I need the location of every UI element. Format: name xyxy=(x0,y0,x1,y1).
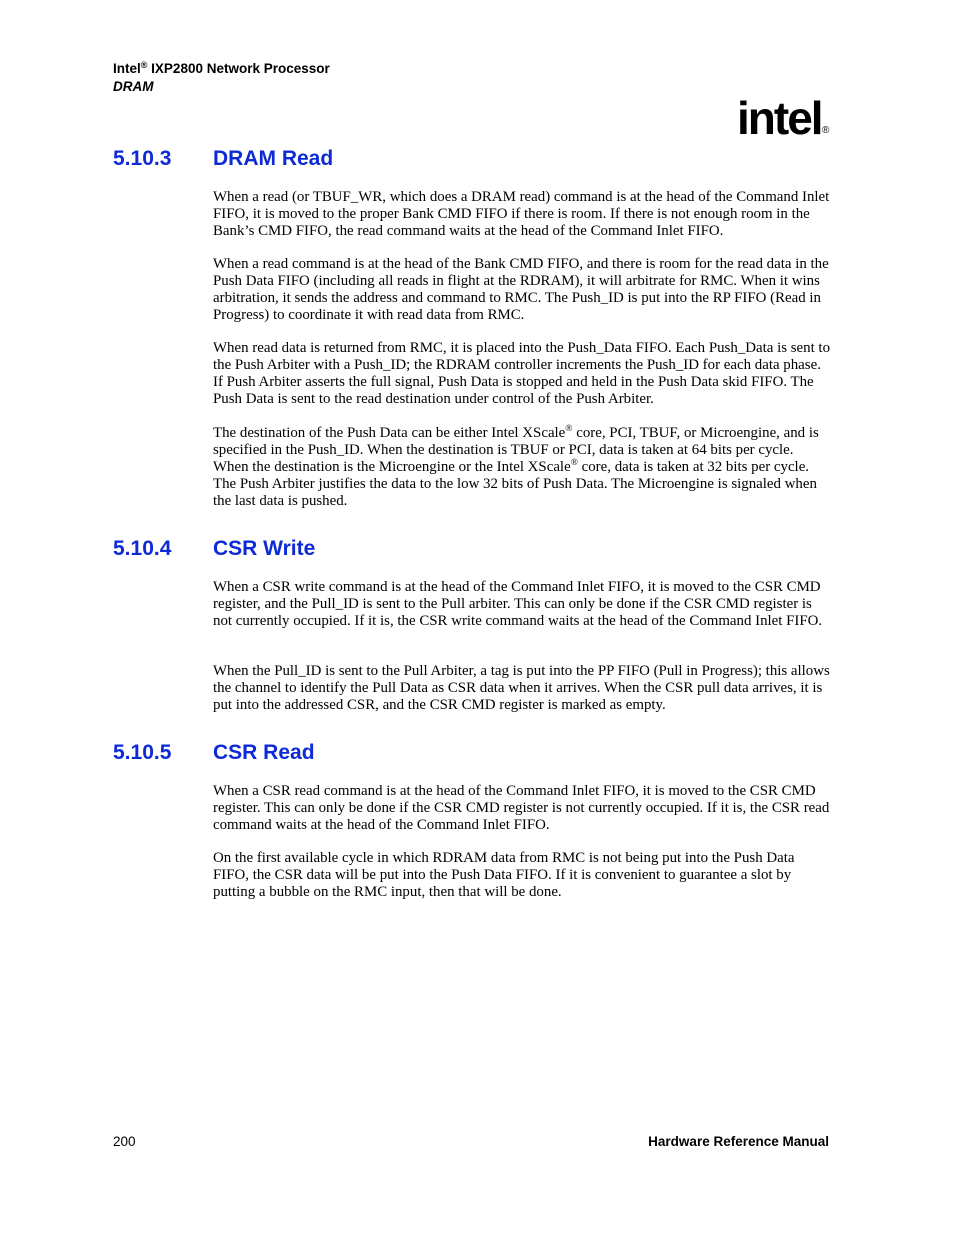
section-title: CSR Write xyxy=(213,537,316,560)
section-number: 5.10.5 xyxy=(113,741,172,764)
intel-logo-wordmark: intel xyxy=(737,92,822,144)
paragraph xyxy=(213,425,831,510)
page-number: 200 xyxy=(113,1134,136,1149)
section-number: 5.10.3 xyxy=(113,147,172,170)
paragraph: When a CSR read command is at the head of the Command Inlet FIFO, it is moved to the CSR CMD register. This can only be done if the CSR CMD register is not currently occupied. If it is, the CSR read command waits at the head of the Command Inlet FIFO. xyxy=(213,783,830,834)
section-heading-csr-write xyxy=(113,537,315,561)
paragraph-text: core, PCI, TBUF, or Microengine, and is specified in the Push_ID. When the destination is TBUF or PCI, data is taken at 64 bits per cycle. When the destination is the Microengine or the Intel XScale xyxy=(213,425,819,476)
paragraph: When read data is returned from RMC, it is placed into the Push_Data FIFO. Each Push_Data is sent to the Push Arbiter with a Push_ID; the RDRAM controller increments the Push_ID for each data phase. If Push Arbiter asserts the full signal, Push Data is stopped and held in the Push Data skid FIFO. The Push Data is sent to the read destination under control of the Push Arbiter. xyxy=(213,340,831,408)
registered-mark: ® xyxy=(140,60,148,70)
manual-title: Hardware Reference Manual xyxy=(648,1134,829,1149)
section-title: DRAM Read xyxy=(213,147,334,170)
section-heading-dram-read xyxy=(113,147,333,171)
paragraph: When the Pull_ID is sent to the Pull Arbiter, a tag is put into the PP FIFO (Pull in Progress); this allows the channel to identify the Pull Data as CSR data when it arrives. When the CSR pull data arrives, it is put into the addressed CSR, and the CSR CMD register is marked as empty. xyxy=(213,663,830,714)
paragraph: On the first available cycle in which RDRAM data from RMC is not being put into the Push Data FIFO, the CSR data will be put into the Push Data FIFO. If it is convenient to guarantee a slot by putting a bubble on the RMC input, then that will be done. xyxy=(213,850,795,901)
paragraph-text: The destination of the Push Data can be either Intel XScale xyxy=(213,425,566,441)
paragraph-text: core, data is taken at 32 bits per cycle. The Push Arbiter justifies the data to the low 32 bits of Push Data. The Microengine is signaled when the last data is pushed. xyxy=(213,459,817,510)
registered-mark: ® xyxy=(565,424,573,434)
section-heading-csr-read xyxy=(113,741,315,765)
paragraph: When a read (or TBUF_WR, which does a DRAM read) command is at the head of the Command Inlet FIFO, it is moved to the proper Bank CMD FIFO if there is room. If there is not enough room in the Bank’s CMD FIFO, the read command waits at the head of the Command Inlet FIFO. xyxy=(213,189,830,240)
intel-logo xyxy=(735,88,835,150)
product-name: IXP2800 Network Processor xyxy=(151,61,330,76)
paragraph: When a read command is at the head of the Bank CMD FIFO, and there is room for the read data in the Push Data FIFO (including all reads in flight at the RDRAM), it will arbitrate for RMC. When it wins arbitration, it sends the address and command to RMC. The Push_ID is put into the RP FIFO (Read in Progress) to coordinate it with read data from RMC. xyxy=(213,256,829,324)
running-header-chapter: DRAM xyxy=(113,79,154,94)
intel-logo-mark: ® xyxy=(822,125,830,136)
paragraph: When a CSR write command is at the head of the Command Inlet FIFO, it is moved to the CSR CMD register, and the Pull_ID is sent to the Pull arbiter. This can only be done if the CSR CMD register is not currently occupied. If it is, the CSR write command waits at the head of the Command Inlet FIFO. xyxy=(213,579,823,630)
brand-name: Intel xyxy=(113,61,141,76)
registered-mark: ® xyxy=(570,458,578,469)
section-title: CSR Read xyxy=(213,741,315,764)
running-header-title xyxy=(113,61,330,77)
section-number: 5.10.4 xyxy=(113,537,172,560)
